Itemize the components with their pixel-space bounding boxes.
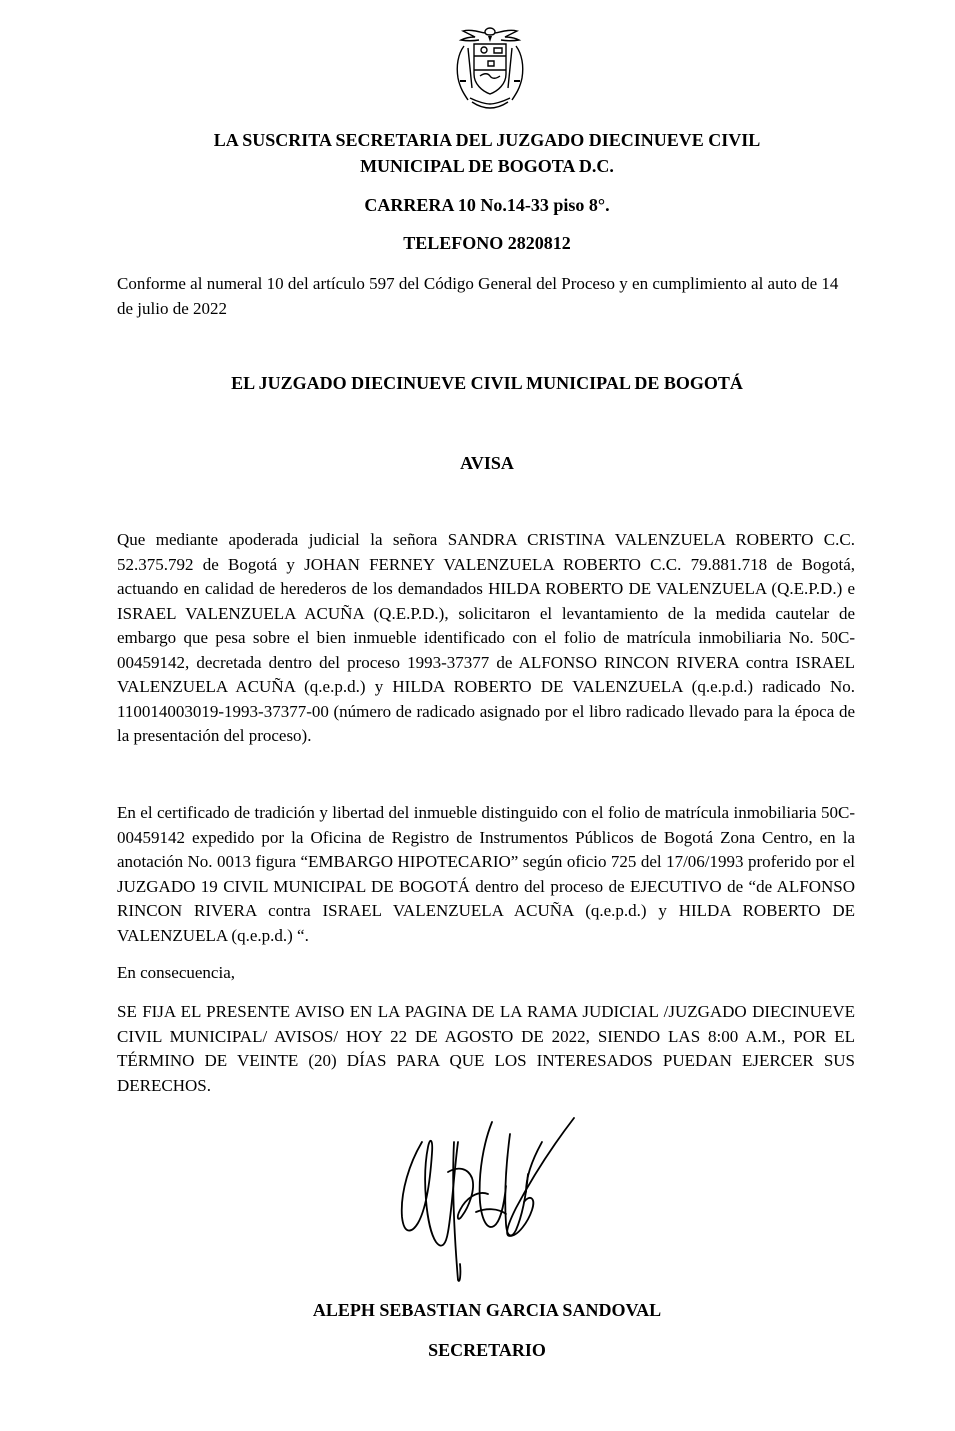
body-paragraph-consequence: En consecuencia,	[117, 963, 235, 982]
body-paragraph-notice: SE FIJA EL PRESENTE AVISO EN LA PAGINA DE LA RAMA JUDICIAL /JUZGADO DIECINUEVE CIVIL MUNICIPAL/ AVISOS/ HOY 22 DE AGOSTO DE 2022, SIENDO LAS 8:00 A.M., POR EL TÉRMINO DE VEINTE (20) DÍAS PARA QUE LOS INTERESADOS PUEDAN EJERCER SUS DERECHOS.	[117, 1002, 855, 1095]
signatory-name: ALEPH SEBASTIAN GARCIA SANDOVAL	[312, 1300, 662, 1320]
issuer-heading	[0, 127, 955, 179]
handwritten-signature	[392, 1112, 582, 1287]
signatory-title: SECRETARIO	[428, 1340, 546, 1360]
intro-paragraph: Conforme al numeral 10 del artículo 597 del Código General del Proceso y en cumplimiento al auto de 14 de julio de 2022	[117, 274, 839, 318]
issuer-heading-line2: MUNICIPAL DE BOGOTA D.C.	[360, 156, 614, 176]
coat-of-arms-icon	[450, 24, 530, 112]
notice-heading: AVISA	[460, 453, 514, 473]
court-phone: TELEFONO 2820812	[403, 233, 571, 253]
body-paragraph-request: Que mediante apoderada judicial la señora SANDRA CRISTINA VALENZUELA ROBERTO C.C. 52.375.792 de Bogotá y JOHAN FERNEY VALENZUELA ROBERTO C.C. 79.881.718 de Bogotá, actuando en calidad de herederos de los demandados HILDA ROBERTO DE VALENZUELA (Q.E.P.D.) e ISRAEL VALENZUELA ACUÑA (Q.E.P.D.), solicitaron el levantamiento de la medida cautelar de embargo que pesa sobre el bien inmueble identificado con el folio de matrícula inmobiliaria No. 50C-00459142, decretada dentro del proceso 1993-37377 de ALFONSO RINCON RIVERA contra ISRAEL VALENZUELA ACUÑA (q.e.p.d.) y HILDA ROBERTO DE VALENZUELA (q.e.p.d.) radicado No. 110014003019-1993-37377-00 (número de radicado asignado por el libro radicado llevado para la época de la presentación del proceso).	[117, 530, 855, 745]
body-paragraph-certificate: En el certificado de tradición y libertad del inmueble distinguido con el folio de matrícula inmobiliaria 50C-00459142 expedido por la Oficina de Registro de Instrumentos Públicos de Bogotá Zona Centro, en la anotación No. 0013 figura “EMBARGO HIPOTECARIO” según oficio 725 del 17/06/1993 proferido por el JUZGADO 19 CIVIL MUNICIPAL DE BOGOTÁ dentro del proceso de EJECUTIVO de “de ALFONSO RINCON RIVERA contra ISRAEL VALENZUELA ACUÑA (q.e.p.d.) y HILDA ROBERTO DE VALENZUELA (q.e.p.d.) “.	[117, 803, 855, 945]
issuer-heading-line1: LA SUSCRITA SECRETARIA DEL JUZGADO DIECINUEVE CIVIL	[213, 130, 761, 150]
court-address: CARRERA 10 No.14-33 piso 8°.	[364, 195, 610, 215]
court-heading: EL JUZGADO DIECINUEVE CIVIL MUNICIPAL DE BOGOTÁ	[231, 373, 743, 393]
